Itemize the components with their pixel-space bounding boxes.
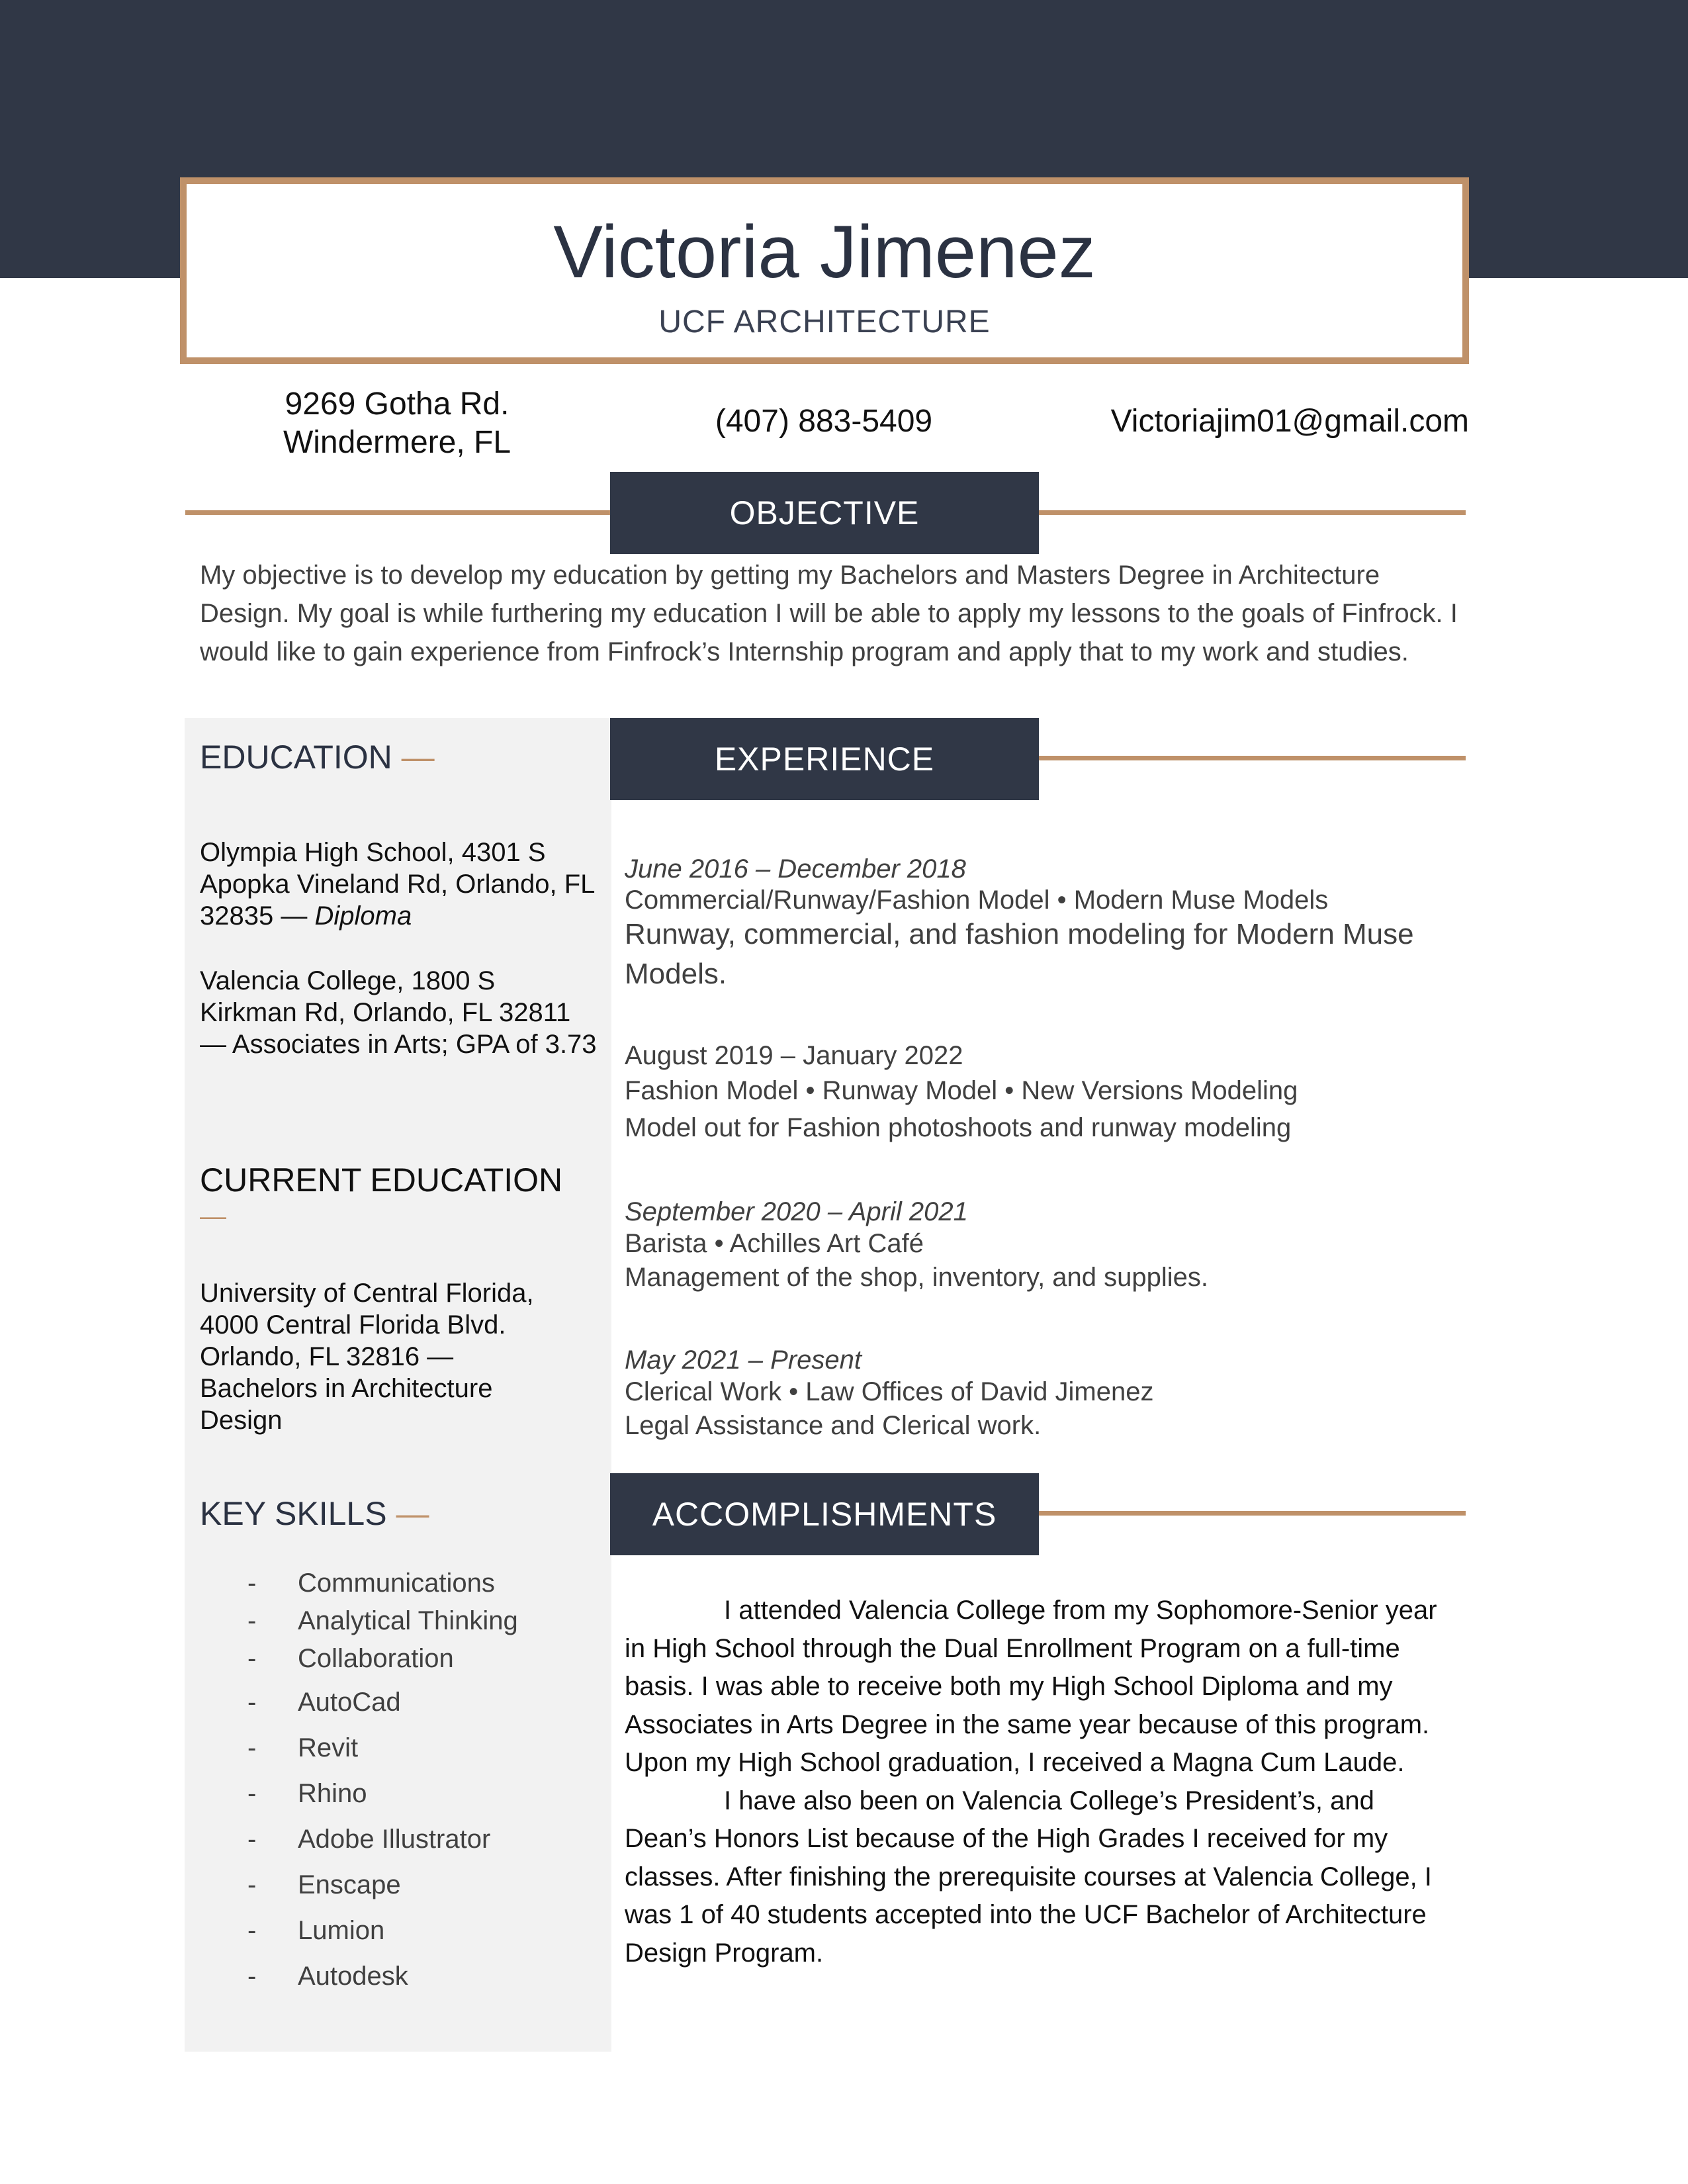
current-education-entry: University of Central Florida, 4000 Central Florida Blvd. Orlando, FL 32816 — Bachelors in Architecture Design [200,1279,534,1435]
accomplishments-divider [1039,1511,1466,1516]
objective-text: My objective is to develop my education by getting my Bachelors and Masters Degree in Architecture Design. My goal is while furthering my education I will be able to apply my lessons to the goals of Finfrock. I would like to gain experience from Finfrock’s Internship program and apply that to my work and studies. [200,561,1458,666]
skill-label: Adobe Illustrator [298,1825,491,1854]
address-line2: Windermere, FL [283,425,511,460]
skill-label: Revit [298,1733,359,1762]
skill-bullet: - [247,1779,257,1808]
skill-item [247,1644,454,1674]
contact-address [251,385,543,462]
experience-entry [625,1039,1452,1146]
current-education-heading-dash: — [200,1202,226,1231]
skill-item [247,1779,367,1809]
accomplishments-heading: ACCOMPLISHMENTS [610,1473,1039,1555]
skill-label: Collaboration [298,1644,454,1673]
education-entry-text: Olympia High School, 4301 S Apopka Vineland Rd, Orlando, FL 32835 — [200,838,594,931]
accomplishments-text [625,1592,1452,1972]
experience-entry [625,1195,1452,1296]
experience-date: August 2019 – January 2022 [625,1041,963,1070]
skill-label: AutoCad [298,1688,401,1717]
current-education-heading-label: CURRENT EDUCATION [200,1161,563,1199]
skill-label: Analytical Thinking [298,1606,518,1635]
skill-bullet: - [247,1688,257,1717]
skills-heading-label: KEY SKILLS [200,1495,387,1532]
skill-bullet: - [247,1870,257,1899]
skill-bullet: - [247,1606,257,1635]
experience-description: Legal Assistance and Clerical work. [625,1411,1042,1440]
skill-bullet: - [247,1962,257,1991]
experience-role: Clerical Work • Law Offices of David Jimenez [625,1377,1154,1406]
skill-item [247,1870,401,1900]
experience-description: Model out for Fashion photoshoots and runway modeling [625,1113,1292,1142]
education-heading-dash: — [401,739,435,776]
contact-phone: (407) 883-5409 [715,404,933,439]
skill-bullet: - [247,1916,257,1945]
experience-date: June 2016 – December 2018 [625,854,966,884]
skill-item [247,1916,384,1946]
skills-heading [200,1494,429,1533]
skill-bullet: - [247,1733,257,1762]
objective-divider-left [185,510,612,515]
education-entry-valencia [200,965,597,1060]
objective-divider-right [1039,510,1466,515]
address-line1: 9269 Gotha Rd. [285,387,510,422]
resume-subtitle: UCF ARCHITECTURE [658,304,991,340]
skill-item [247,1962,408,1991]
experience-description: Runway, commercial, and fashion modeling for Modern Muse Models. [625,918,1414,990]
skill-item [247,1606,518,1636]
education-entry-olympia [200,837,597,932]
experience-entry [625,852,1452,994]
skill-item [247,1569,495,1598]
skills-heading-dash: — [396,1495,429,1532]
skill-label: Lumion [298,1916,385,1945]
experience-date: September 2020 – April 2021 [625,1197,968,1226]
education-entry-degree: Diploma [314,901,412,931]
skill-label: Communications [298,1569,495,1598]
experience-date: May 2021 – Present [625,1345,862,1375]
resume-name: Victoria Jimenez [553,210,1096,293]
skill-label: Rhino [298,1779,367,1808]
experience-role: Barista • Achilles Art Café [625,1229,924,1258]
skill-bullet: - [247,1644,257,1673]
objective-heading: OBJECTIVE [610,472,1039,554]
experience-heading: EXPERIENCE [610,718,1039,800]
skill-bullet: - [247,1825,257,1854]
skill-item [247,1825,490,1854]
accomplishments-paragraph: I have also been on Valencia College’s President’s, and Dean’s Honors List because of the High Grades I received for my classes. After finishing the prerequisite courses at Valencia College, I was 1 of 40 students accepted into the UCF Bachelor of Architecture Design Program. [625,1786,1432,1968]
contact-email: Victoriajim01@gmail.com [1110,404,1469,439]
experience-role: Commercial/Runway/Fashion Model • Modern Muse Models [625,886,1329,915]
education-heading [200,738,435,776]
skill-label: Autodesk [298,1962,408,1991]
education-heading-label: EDUCATION [200,739,392,776]
skill-item [247,1688,401,1717]
experience-divider [1039,756,1466,760]
skill-item [247,1733,358,1763]
name-box [180,177,1469,364]
experience-description: Management of the shop, inventory, and supplies. [625,1263,1209,1292]
accomplishments-paragraph: I attended Valencia College from my Sophomore-Senior year in High School through the Dual Enrollment Program on a full-time basis. I was able to receive both my High School Diploma and my Associates in Arts Degree in the same year because of this program. Upon my High School graduation, I received a Magna Cum Laude. [625,1596,1437,1777]
education-entry-text: Valencia College, 1800 S Kirkman Rd, Orlando, FL 32811 — Associates in Arts; GPA of 3.73 [200,966,597,1059]
skill-label: Enscape [298,1870,401,1899]
experience-entry [625,1343,1452,1444]
experience-role: Fashion Model • Runway Model • New Versions Modeling [625,1076,1298,1105]
current-education-heading [200,1160,597,1233]
skill-bullet: - [247,1569,257,1598]
